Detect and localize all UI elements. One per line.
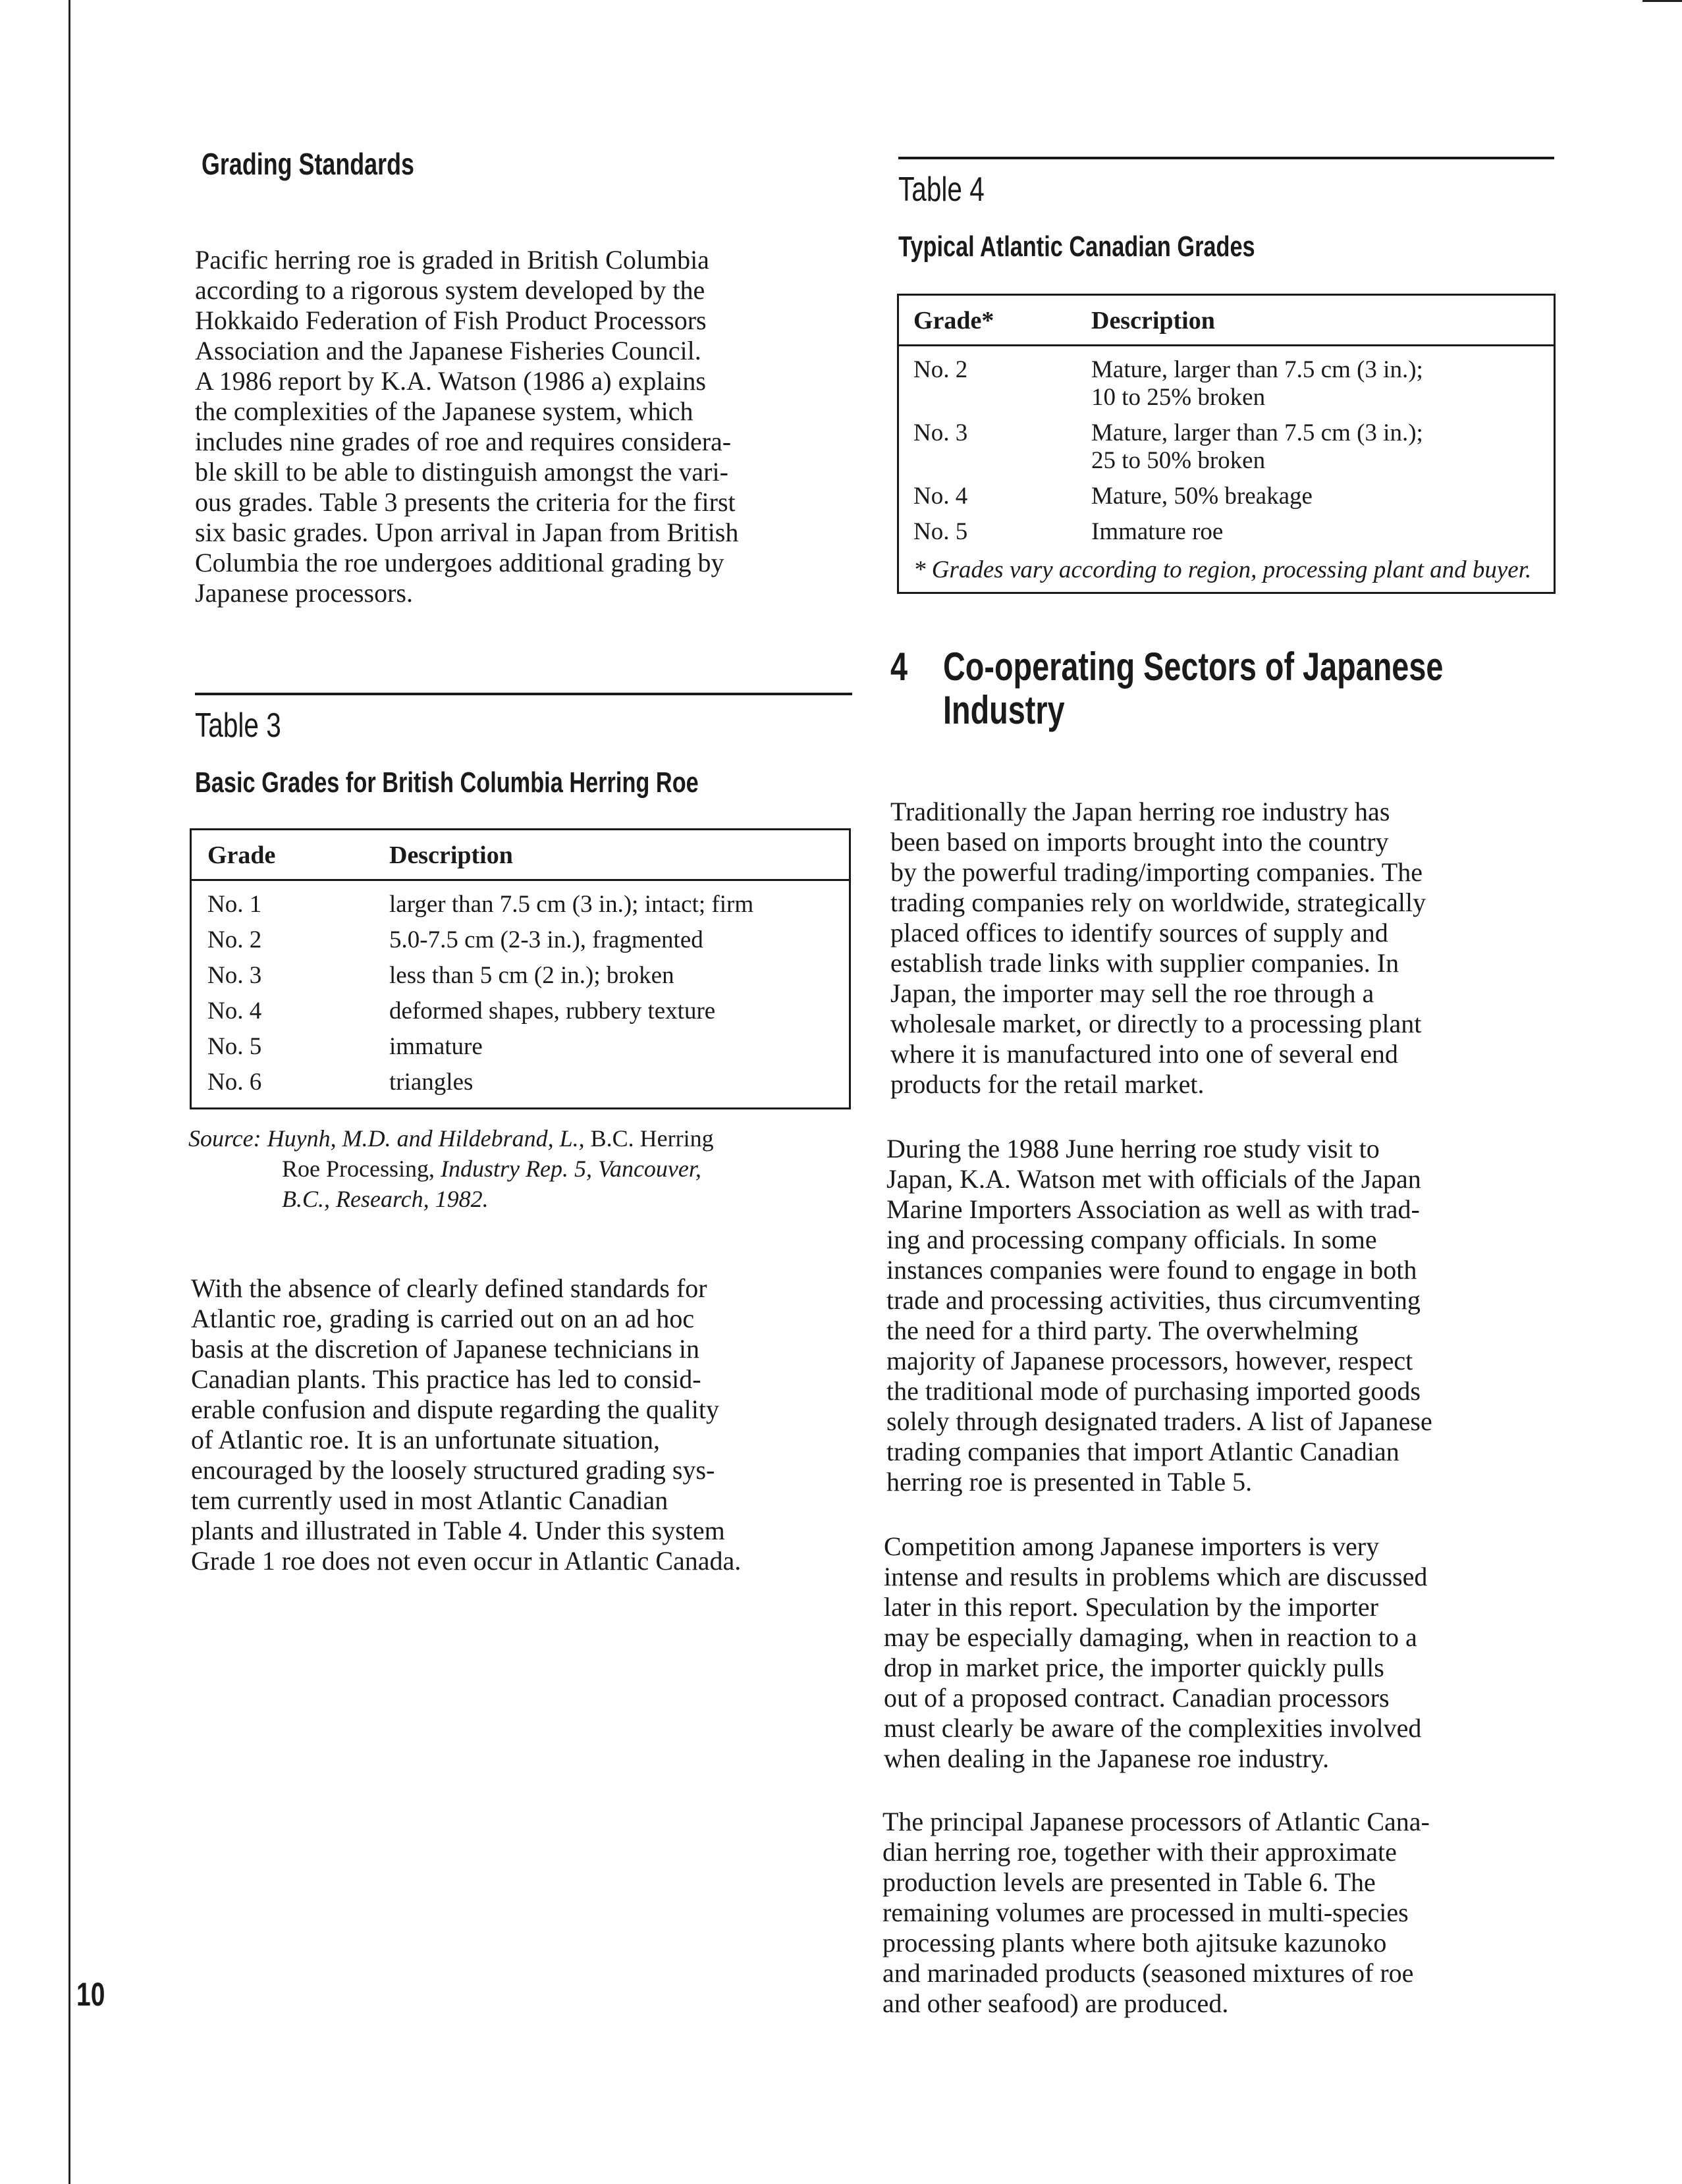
grading-standards-heading: Grading Standards [202,147,414,181]
table-row [899,477,1554,512]
description-cell: 5.0-7.5 cm (2-3 in.), fragmented [389,926,703,953]
description-cell: less than 5 cm (2 in.); broken [389,962,674,989]
table4-footnote: * Grades vary according to region, processing plant and buyer. [913,556,1532,583]
source-title-part: B.C. Herring [584,1125,714,1152]
text-line: tem currently used in most Atlantic Canadian [191,1485,668,1515]
text-line: basis at the discretion of Japanese technicians in [191,1334,699,1364]
source-authors: Huynh, M.D. and Hildebrand, L., [267,1125,585,1152]
grade-cell: No. 3 [913,419,968,446]
description-cell: Mature, larger than 7.5 cm (3 in.); [1091,356,1423,383]
section-title-line: Industry [943,688,1065,732]
text-line: by the powerful trading/importing companies. The [890,857,1423,887]
text-line: out of a proposed contract. Canadian processors [884,1683,1390,1713]
text-line: Marine Importers Association as well as with trad- [886,1194,1420,1224]
text-line: ble skill to be able to distinguish amongst the vari- [195,457,728,487]
text-line: Traditionally the Japan herring roe industry has [890,797,1390,826]
corner-rule [1642,0,1682,2]
text-line: Japan, K.A. Watson met with officials of the Japan [886,1164,1421,1194]
study-visit-paragraph [886,1134,1556,1497]
table-row [899,512,1554,548]
text-line: the complexities of the Japanese system, which [195,396,693,426]
description-cell: Immature roe [1091,518,1224,545]
text-line: intense and results in problems which are discussed [884,1562,1428,1591]
text-line: Columbia the roe undergoes additional grading by [195,548,724,577]
text-line: trading companies that import Atlantic Canadian [886,1437,1399,1466]
text-line: Japan, the importer may sell the roe through a [890,978,1374,1008]
table3-title: Basic Grades for British Columbia Herring Roe [195,766,699,799]
text-line: six basic grades. Upon arrival in Japan from British [195,518,739,547]
description-cell: Mature, 50% breakage [1091,483,1313,510]
table-row [192,885,849,920]
text-line: processing plants where both ajitsuke kazunoko [882,1928,1387,1958]
grade-cell: No. 4 [207,998,262,1025]
text-line: A 1986 report by K.A. Watson (1986 a) explains [195,366,706,396]
text-line: ing and processing company officials. In some [886,1225,1377,1254]
table3-label: Table 3 [195,706,281,745]
text-line: products for the retail market. [890,1069,1205,1099]
section-title [943,645,1443,732]
text-line: herring roe is presented in Table 5. [886,1467,1253,1497]
text-line: placed offices to identify sources of supply and [890,918,1388,947]
text-line: production levels are presented in Table 6. The [882,1867,1376,1897]
text-line: of Atlantic roe. It is an unfortunate situation, [191,1425,661,1454]
table-row [192,1027,849,1063]
text-line: establish trade links with supplier companies. In [890,948,1399,978]
table-row [192,956,849,992]
text-line: remaining volumes are processed in multi-species [882,1898,1409,1927]
source-line [188,1123,854,1154]
table3-source [188,1123,854,1214]
section-number: 4 [890,645,908,689]
text-line: Canadian plants. This practice has led to consid- [191,1364,701,1394]
text-line: dian herring roe, together with their approximate [882,1837,1397,1867]
table3-header-description: Description [389,841,513,869]
text-line: instances companies were found to engage in both [886,1255,1417,1285]
left-margin-rule [68,0,70,2184]
text-line: During the 1988 June herring roe study visit to [886,1134,1380,1163]
table4-top-rule [898,157,1554,159]
text-line: encouraged by the loosely structured grading sys- [191,1455,715,1485]
table3-header-grade: Grade [207,841,276,869]
table4-label: Table 4 [898,171,985,209]
source-label: Source: [188,1125,261,1152]
grading-standards-paragraph [195,245,854,608]
table3-top-rule [195,693,852,695]
section-title-line: Co-operating Sectors of Japanese [943,645,1444,689]
source-line [188,1184,854,1214]
description-cell: larger than 7.5 cm (3 in.); intact; firm [389,891,754,918]
text-line: The principal Japanese processors of Atlantic Cana- [882,1807,1430,1836]
text-line: With the absence of clearly defined standards for [191,1273,707,1303]
text-line: according to a rigorous system developed by the [195,275,705,305]
traditional-trade-paragraph [890,797,1556,1100]
table-row [899,350,1554,413]
text-line: Competition among Japanese importers is very [884,1531,1380,1561]
source-title-part: Roe Processing, [282,1156,435,1182]
text-line: erable confusion and dispute regarding the quality [191,1395,719,1424]
table4-title: Typical Atlantic Canadian Grades [898,230,1255,263]
text-line: ous grades. Table 3 presents the criteria for the first [195,487,736,517]
text-line: and other seafood) are produced. [882,1988,1229,2018]
text-line: plants and illustrated in Table 4. Under this system [191,1516,725,1545]
text-line: majority of Japanese processors, however, respect [886,1346,1413,1375]
text-line: Japanese processors. [195,578,413,608]
table3 [190,828,851,1109]
text-line: may be especially damaging, when in reaction to a [884,1622,1417,1652]
description-cell: triangles [389,1069,474,1096]
text-line: Pacific herring roe is graded in British Columbia [195,245,709,275]
text-line: the need for a third party. The overwhelming [886,1316,1359,1345]
description-cell: immature [389,1033,483,1060]
source-series: Industry Rep. 5, Vancouver, [434,1156,701,1182]
source-line [188,1154,854,1184]
text-line: drop in market price, the importer quickly pulls [884,1653,1384,1682]
description-cell: deformed shapes, rubbery texture [389,998,716,1025]
text-line: the traditional mode of purchasing imported goods [886,1376,1421,1406]
text-line: where it is manufactured into one of several end [890,1039,1398,1069]
table-row [192,1063,849,1098]
grade-cell: No. 4 [913,483,968,510]
atlantic-roe-paragraph [191,1273,856,1576]
grade-cell: No. 2 [913,356,968,383]
grade-cell: No. 5 [913,518,968,545]
page-number: 10 [76,1976,105,2013]
text-line: when dealing in the Japanese roe industry. [884,1744,1330,1773]
table4 [897,294,1556,594]
grade-cell: No. 5 [207,1033,262,1060]
text-line: Hokkaido Federation of Fish Product Processors [195,306,707,335]
grade-cell: No. 6 [207,1069,262,1096]
table-row [192,992,849,1027]
table-row [899,413,1554,477]
grade-cell: No. 1 [207,891,262,918]
text-line: must clearly be aware of the complexities involved [884,1713,1422,1743]
description-cell: Mature, larger than 7.5 cm (3 in.); [1091,419,1423,446]
text-line: Grade 1 roe does not even occur in Atlantic Canada. [191,1546,742,1576]
text-line: wholesale market, or directly to a processing plant [890,1009,1422,1038]
text-line: later in this report. Speculation by the importer [884,1592,1378,1622]
competition-paragraph [884,1531,1556,1774]
table3-header [192,830,849,881]
text-line: been based on imports brought into the country [890,827,1389,857]
text-line: trade and processing activities, thus circumventing [886,1285,1421,1315]
table-row [192,920,849,956]
text-line: trading companies rely on worldwide, strategically [890,888,1426,917]
grade-cell: No. 2 [207,926,262,953]
table4-header [899,296,1554,346]
text-line: Atlantic roe, grading is carried out on an ad hoc [191,1304,695,1333]
text-line: includes nine grades of roe and requires considera- [195,427,732,456]
table4-footnote-row [899,548,1554,581]
text-line: Association and the Japanese Fisheries Council. [195,336,701,365]
description-cell-continued: 25 to 50% broken [1091,447,1266,474]
principal-processors-paragraph [882,1807,1556,2019]
grade-cell: No. 3 [207,962,262,989]
text-line: and marinaded products (seasoned mixtures of roe [882,1958,1414,1988]
description-cell-continued: 10 to 25% broken [1091,384,1266,411]
text-line: solely through designated traders. A list of Japanese [886,1406,1432,1436]
source-publisher: B.C., Research, 1982. [282,1186,489,1212]
table4-header-grade: Grade* [913,307,994,334]
table4-header-description: Description [1091,307,1215,334]
